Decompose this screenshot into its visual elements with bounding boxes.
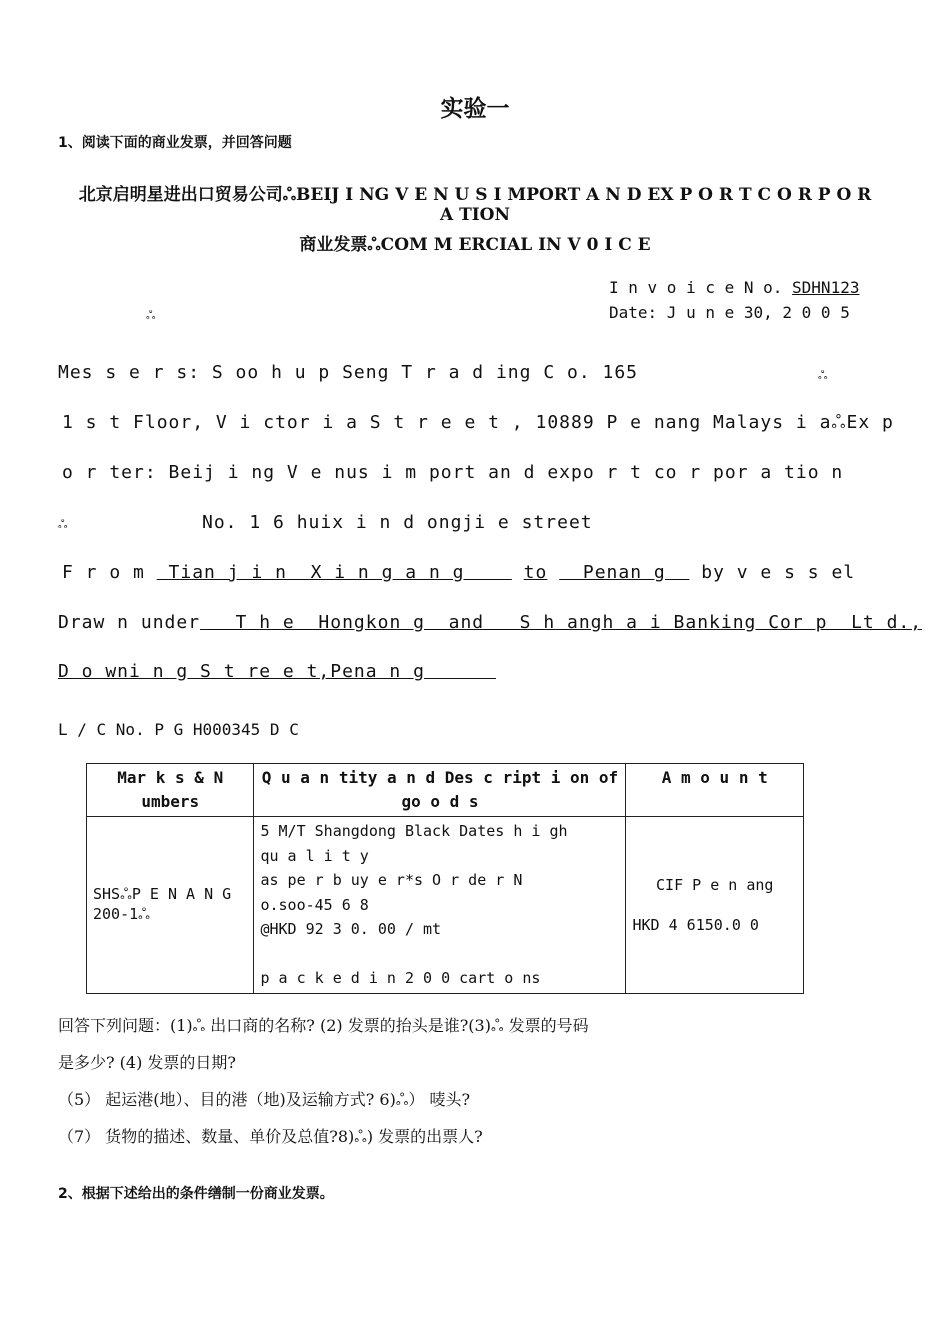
by-vessel-label: by v e s s el xyxy=(701,562,856,583)
drawn-under-line xyxy=(58,612,922,633)
issuing-bank: T h e Hongkon g and S h angh a i Banking Cor p Lt d., xyxy=(200,612,923,633)
desc-line xyxy=(260,942,619,967)
paragraph-mark: ஃ xyxy=(818,368,828,382)
from-port: Tian j i n X i n g a n g xyxy=(156,562,512,583)
paragraph-mark: ஃ xyxy=(58,517,68,531)
shipping-route-line xyxy=(62,562,855,583)
desc-line: 5 M/T Shangdong Black Dates h i gh xyxy=(260,822,568,840)
desc-line: as pe r b uy e r*s O r de r N xyxy=(260,871,523,889)
price-term: CIF P e n ang xyxy=(656,875,774,894)
bank-address: D o wni n g S t re e t,Pena n g xyxy=(58,661,496,682)
question-1-heading: 1、阅读下面的商业发票，并回答问题 xyxy=(58,135,292,151)
desc-line: @HKD 92 3 0. 00 / mt xyxy=(260,920,442,938)
goods-table xyxy=(86,763,804,994)
exporter-line: o r ter: Beij i ng V e nus i m port an d expo r t co r por a tio n xyxy=(62,462,844,483)
total-amount: HKD 4 6150.0 0 xyxy=(632,915,759,934)
paragraph-mark: ஃ xyxy=(146,308,156,322)
description-cell xyxy=(254,817,626,994)
mark-line: 200-1ஃ xyxy=(93,904,150,923)
mark-line: SHSஃP E N A N G xyxy=(93,884,232,903)
exporter-street: No. 1 6 huix i n d ongji e street xyxy=(202,512,593,533)
invoice-heading: 商业发票ஃCOM M ERCIAL IN V 0 I C E xyxy=(299,235,651,255)
to-label: to xyxy=(523,562,548,583)
to-port: Penan g xyxy=(559,562,690,583)
lc-number: L / C No. P G H000345 D C xyxy=(58,720,299,739)
invoice-number-value: SDHN123 xyxy=(792,278,860,297)
invoice-number-label: I n v o i c e N o. xyxy=(609,278,783,297)
company-name-line2: A TION xyxy=(439,205,511,225)
questions-line-4: （7） 货物的描述、数量、单价及总值?8)ஃ) 发票的出票人? xyxy=(58,1127,483,1146)
header-amount: A m o u n t xyxy=(626,764,804,817)
messrs-line: Mes s e r s: S oo h u p Seng T r a d ing C o. 165 xyxy=(58,362,639,383)
table-row xyxy=(87,817,804,994)
questions-line-1: 回答下列问题：(1)ஃ 出口商的名称? (2) 发票的抬头是谁?(3)ஃ 发票的号码 xyxy=(58,1016,589,1035)
drawn-under-label: Draw n under xyxy=(58,612,201,633)
company-name-line1: 北京启明星进出口贸易公司ஃBEIJ I NG V E N U S I MPORT A N D EX P O R T C O R P O R xyxy=(78,185,872,205)
desc-line: p a c k e d i n 2 0 0 cart o ns xyxy=(260,969,541,987)
desc-line: qu a l i t y xyxy=(260,846,369,865)
page-title: 实验一 xyxy=(440,96,510,122)
bank-address-line xyxy=(58,661,496,682)
table-header-row xyxy=(87,764,804,817)
question-2-heading: 2、根据下述给出的条件缮制一份商业发票。 xyxy=(58,1186,334,1202)
questions-line-3: （5） 起运港(地）、目的港（地)及运输方式? 6)ஃ） 唛头? xyxy=(58,1090,471,1109)
invoice-number-line xyxy=(609,278,859,297)
header-quantity-description: Q u a n tity a n d Des c ript i on of go o d s xyxy=(254,764,626,817)
questions-line-2: 是多少? (4) 发票的日期? xyxy=(58,1053,236,1072)
desc-line: o.soo-45 6 8 xyxy=(260,895,369,914)
invoice-date: Date: J u n e 30, 2 0 0 5 xyxy=(609,303,850,322)
from-label: F r o m xyxy=(62,562,145,583)
marks-cell xyxy=(87,817,254,994)
amount-cell xyxy=(626,817,804,994)
header-marks-numbers: Mar k s & N umbers xyxy=(87,764,254,817)
address-line: 1 s t Floor, V i ctor i a S t r e e t , 10889 P e nang Malays i aஃEx p xyxy=(62,412,894,433)
